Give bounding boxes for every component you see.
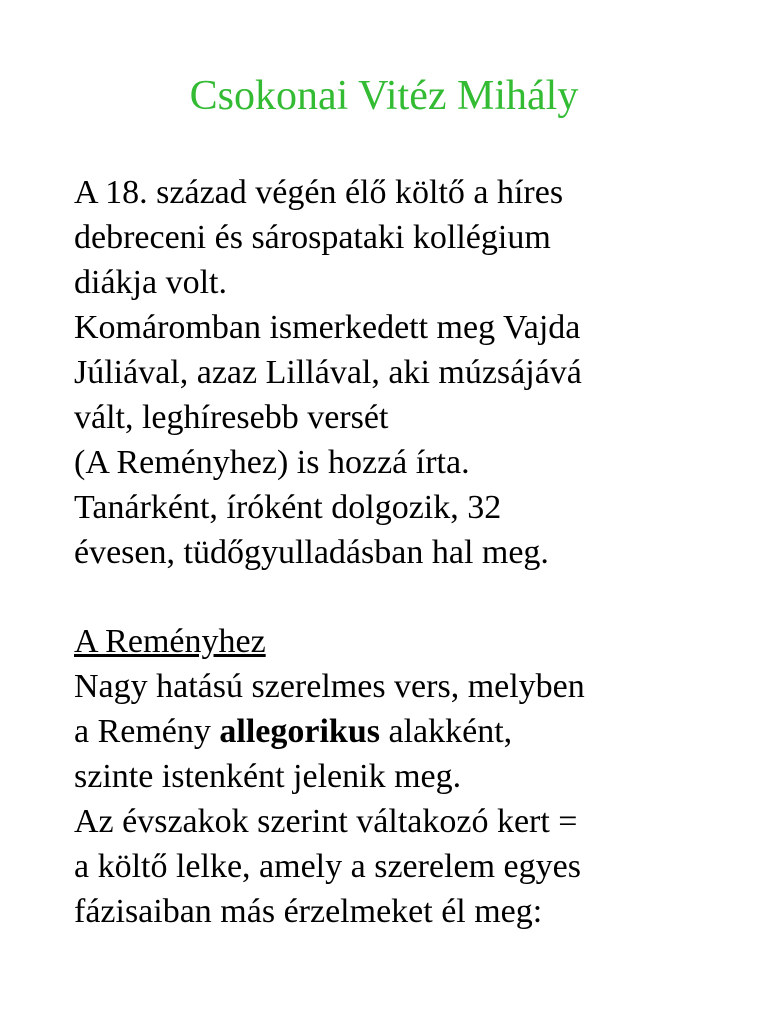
text-line: A 18. század végén élő költő a híres bbox=[74, 174, 564, 211]
text-line: Júliával, azaz Lillával, aki múzsájává bbox=[74, 354, 582, 391]
section-heading: A Reményhez bbox=[74, 623, 266, 660]
text-line: szinte istenként jelenik meg. bbox=[74, 758, 462, 795]
page-title: Csokonai Vitéz Mihály bbox=[189, 73, 579, 119]
poem-section bbox=[74, 619, 714, 934]
text-line: fázisaiban más érzelmeket él meg: bbox=[74, 893, 543, 930]
text-line: (A Reményhez) is hozzá írta. bbox=[74, 444, 470, 481]
text-line: Tanárként, íróként dolgozik, 32 bbox=[74, 489, 502, 526]
text-line: Nagy hatású szerelmes vers, melyben bbox=[74, 668, 585, 705]
text-line: diákja volt. bbox=[74, 264, 227, 301]
text-fragment: a Remény bbox=[74, 713, 220, 750]
text-line: évesen, tüdőgyulladásban hal meg. bbox=[74, 534, 549, 571]
text-line: a költő lelke, amely a szerelem egyes bbox=[74, 848, 581, 885]
text-line: vált, leghíresebb versét bbox=[74, 399, 389, 436]
text-line: Az évszakok szerint váltakozó kert = bbox=[74, 803, 578, 840]
bold-term: allegorikus bbox=[219, 713, 380, 750]
text-line bbox=[74, 709, 714, 754]
text-line: Komáromban ismerkedett meg Vajda bbox=[74, 309, 581, 346]
text-fragment: alakként, bbox=[379, 713, 513, 750]
intro-paragraph bbox=[74, 170, 714, 575]
text-line: debreceni és sárospataki kollégium bbox=[74, 219, 551, 256]
